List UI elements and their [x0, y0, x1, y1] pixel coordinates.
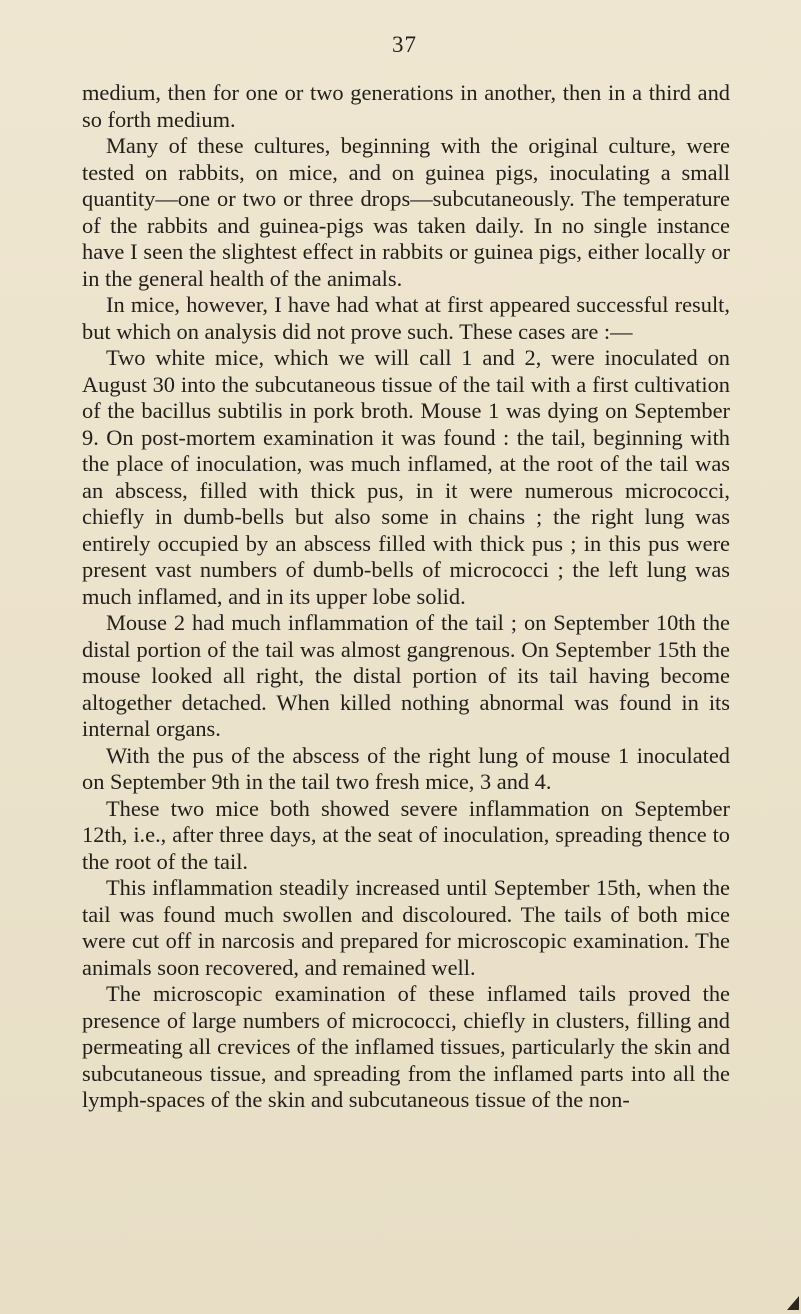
paragraph-mouse-2: Mouse 2 had much inflammation of the tail ; on September 10th the distal portion of the tail was almost gangrenous. On September 15th the mouse looked all right, the distal portion of its tail having become altogether detached. When killed nothing abnormal was found in its internal organs.	[82, 610, 730, 741]
page-corner-mark	[787, 1296, 799, 1310]
paragraph-mice-3-4: With the pus of the abscess of the right lung of mouse 1 inoculated on September 9th in the tail two fresh mice, 3 and 4.	[82, 742, 730, 794]
body-text	[82, 80, 730, 1114]
paragraph-tails-cut: This inflammation steadily increased until September 15th, when the tail was found much swollen and discoloured. The tails of both mice were cut off in narcosis and prepared for microscopic examination. The animals soon recovered, and remained well.	[82, 875, 730, 980]
paragraph-mice-result: In mice, however, I have had what at first appeared successful result, but which on analysis did not prove such. These cases are :—	[82, 292, 730, 344]
paragraph-mice-1-2: Two white mice, which we will call 1 and 2, were inoculated on August 30 into the subcutaneous tissue of the tail with a first cultivation of the bacillus subtilis in pork broth. Mouse 1 was dying on September 9. On post-mortem examination it was found : the tail, beginning with the place of inoculation, was much inflamed, at the root of the tail was an abscess, filled with thick pus, in it were numerous micrococci, chiefly in dumb-bells but also some in chains ; the right lung was entirely occupied by an abscess filled with thick pus ; in this pus were present vast numbers of dumb-bells of micrococci ; the left lung was much inflamed, and in its upper lobe solid.	[82, 345, 730, 609]
paragraph-microscopic: The microscopic examination of these inflamed tails proved the presence of large numbers of micrococci, chiefly in clusters, filling and permeating all crevices of the inflamed tissues, particularly the skin and subcutaneous tissue, and spreading from the inflamed parts into all the lymph-spaces of the skin and subcutaneous tissue of the non-	[82, 981, 730, 1112]
paragraph-continued: medium, then for one or two generations in another, then in a third and so forth medium.	[82, 80, 730, 132]
paragraph-cultures-tested: Many of these cultures, beginning with the original culture, were tested on rabbits, on mice, and on guinea pigs, inoculating a small quantity—one or two or three drops—subcutaneously. The temperature of the rabbits and guinea-pigs was taken daily. In no single instance have I seen the slightest effect in rabbits or guinea pigs, either locally or in the general health of the animals.	[82, 133, 730, 291]
paragraph-inflammation: These two mice both showed severe inflammation on September 12th, i.e., after three days, at the seat of inoculation, spreading thence to the root of the tail.	[82, 795, 730, 874]
page-number: 37	[392, 32, 417, 57]
